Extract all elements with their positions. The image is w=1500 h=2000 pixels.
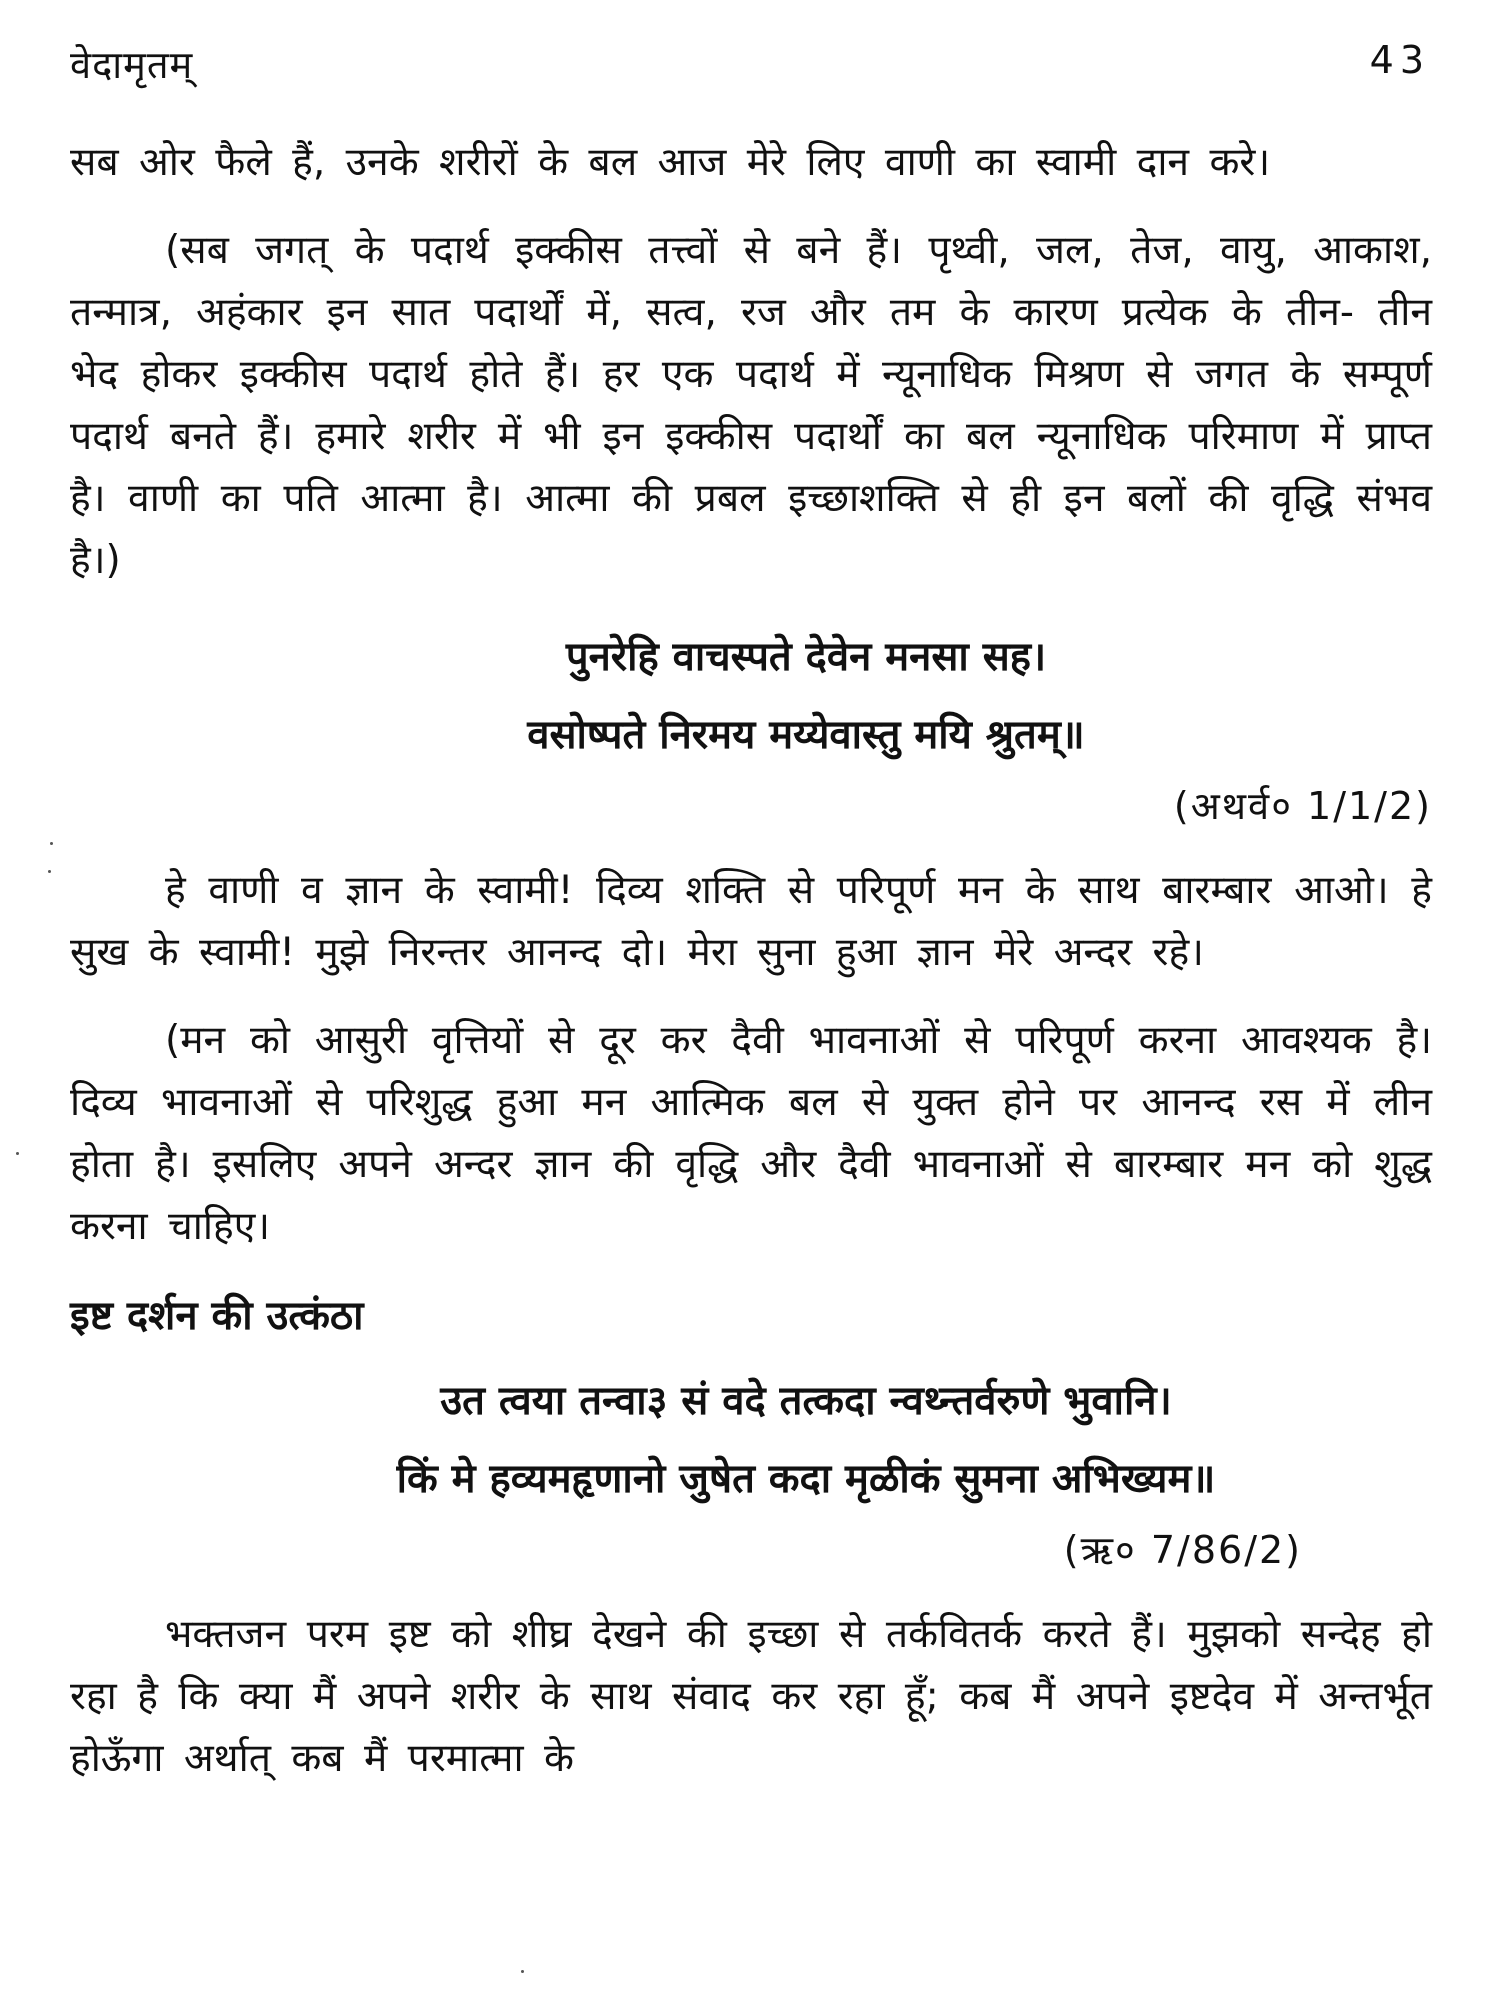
verse-reference: (ऋ० 7/86/2)	[1063, 1528, 1302, 1572]
verse-reference: (अथर्व० 1/1/2)	[1173, 784, 1432, 828]
page-number: 43	[1369, 38, 1430, 82]
scan-speck	[16, 1152, 19, 1155]
verse-line: पुनरेहि वाचस्पते देवेन मनसा सह।	[565, 634, 1047, 680]
verse-line: उत त्वया तन्वा३ सं वदे तत्कदा न्वथ्न्तर्वरुणे भुवानि।	[440, 1378, 1172, 1424]
scan-speck	[521, 1970, 524, 1973]
paragraph-explanation-2: (मन को आसुरी वृत्तियों से दूर कर दैवी भावनाओं से परिपूर्ण करना आवश्यक है। दिव्य भावनाओं से परिशुद्ध हुआ मन आत्मिक बल से युक्त होने पर आनन्द रस में लीन होता है। इसलिए अपने अन्दर ज्ञान की वृद्धि और दैवी भावनाओं से बारम्बार मन को शुद्ध करना चाहिए।	[70, 1018, 1432, 1249]
page-header	[70, 38, 1430, 98]
scan-speck	[50, 842, 53, 845]
running-title: वेदामृतम्	[70, 43, 194, 87]
paragraph-translation-2: भक्तजन परम इष्ट को शीघ्र देखने की इच्छा से तर्कवितर्क करते हैं। मुझको सन्देह हो रहा है कि क्या मैं अपने शरीर के साथ संवाद कर रहा हूँ; कब मैं अपने इष्टदेव में अन्तर्भूत होऊँगा अर्थात् कब मैं परमात्मा के	[70, 1612, 1432, 1781]
verse-rigveda	[70, 1362, 1432, 1518]
page-body	[70, 132, 1432, 1816]
verse-line: वसोष्पते निरमय मय्येवास्तु मयि श्रुतम्॥	[527, 712, 1085, 758]
verse-line: किं मे हव्यमहृणानो जुषेत कदा मृळीकं सुमना अभिख्यम॥	[396, 1456, 1216, 1502]
paragraph-explanation-1: (सब जगत् के पदार्थ इक्कीस तत्त्वों से बने हैं। पृथ्वी, जल, तेज, वायु, आकाश, तन्मात्र, अहंकार इन सात पदार्थों में, सत्व, रज और तम के कारण प्रत्येक के तीन- तीन भेद होकर इक्कीस पदार्थ होते हैं। हर एक पदार्थ में न्यूनाधिक मिश्रण से जगत के सम्पूर्ण पदार्थ बनते हैं। हमारे शरीर में भी इन इक्कीस पदार्थों का बल न्यूनाधिक परिमाण में प्राप्त है। वाणी का पति आत्मा है। आत्मा की प्रबल इच्छाशक्ति से ही इन बलों की वृद्धि संभव है।)	[70, 228, 1432, 583]
section-heading: इष्ट दर्शन की उत्कंठा	[70, 1293, 364, 1339]
paragraph-translation-1: हे वाणी व ज्ञान के स्वामी! दिव्य शक्ति से परिपूर्ण मन के साथ बारम्बार आओ। हे सुख के स्वामी! मुझे निरन्तर आनन्द दो। मेरा सुना हुआ ज्ञान मेरे अन्दर रहे।	[70, 868, 1432, 975]
scan-speck	[48, 870, 51, 873]
paragraph-continuation: सब ओर फैले हैं, उनके शरीरों के बल आज मेरे लिए वाणी का स्वामी दान करे।	[70, 140, 1271, 185]
verse-atharva	[70, 618, 1432, 774]
